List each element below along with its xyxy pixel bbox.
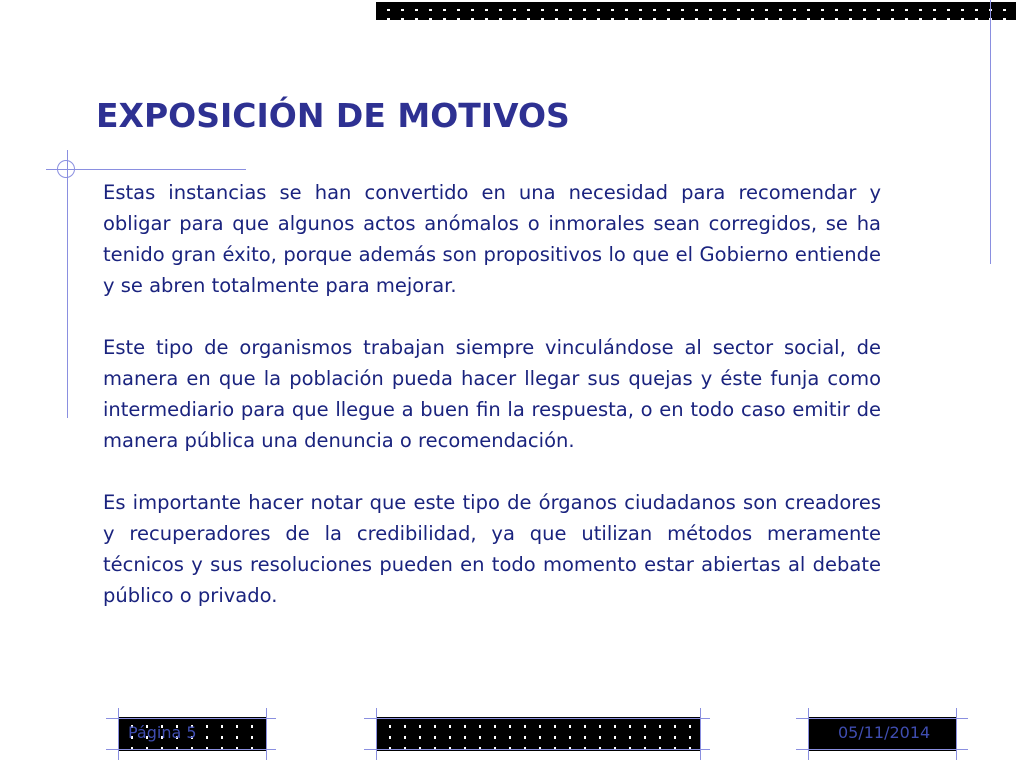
footer-center-rule-a bbox=[376, 708, 377, 760]
page-title: EXPOSICIÓN DE MOTIVOS bbox=[96, 96, 570, 135]
footer-left-top-rule bbox=[106, 718, 276, 719]
right-vertical-rule bbox=[990, 0, 991, 264]
footer-left-rule-b bbox=[266, 708, 267, 760]
footer-date: 05/11/2014 bbox=[838, 723, 931, 742]
paragraph-2: Este tipo de organismos trabajan siempre vinculándose al sector social, de manera en que la población pueda hacer llegar sus quejas y éste funja como intermediario para que llegue a buen fin la respuesta, o en todo caso emitir de manera pública una denuncia o recomendación. bbox=[103, 336, 881, 452]
footer-left-rule-a bbox=[118, 708, 119, 760]
footer-right-rule-b bbox=[956, 708, 957, 760]
left-vertical-rule bbox=[67, 150, 68, 418]
page-number: Página 5 bbox=[128, 723, 197, 742]
footer-center-bottom-rule bbox=[364, 749, 710, 750]
footer-right-top-rule bbox=[796, 718, 968, 719]
top-checker-bar bbox=[376, 2, 1016, 20]
footer-center-box bbox=[376, 717, 700, 751]
paragraph-3: Es importante hacer notar que este tipo de órganos ciudadanos son creadores y recuperadores de la credibilidad, ya que utilizan métodos meramente técnicos y sus resoluciones pueden en todo momento estar abiertas al debate público o privado. bbox=[103, 491, 881, 607]
corner-circle-ornament bbox=[57, 160, 75, 178]
footer-right-rule-a bbox=[808, 708, 809, 760]
footer-center-rule-b bbox=[700, 708, 701, 760]
footer-right-bottom-rule bbox=[796, 749, 968, 750]
title-underline-rule bbox=[46, 169, 246, 170]
paragraph-1: Estas instancias se han convertido en una necesidad para recomendar y obligar para que algunos actos anómalos o inmorales sean corregidos, se ha tenido gran éxito, porque además son propositivos lo que el Gobierno entiende y se abren totalmente para mejorar. bbox=[103, 181, 881, 297]
body-text bbox=[103, 177, 881, 642]
footer-left-bottom-rule bbox=[106, 749, 276, 750]
footer-center-top-rule bbox=[364, 718, 710, 719]
